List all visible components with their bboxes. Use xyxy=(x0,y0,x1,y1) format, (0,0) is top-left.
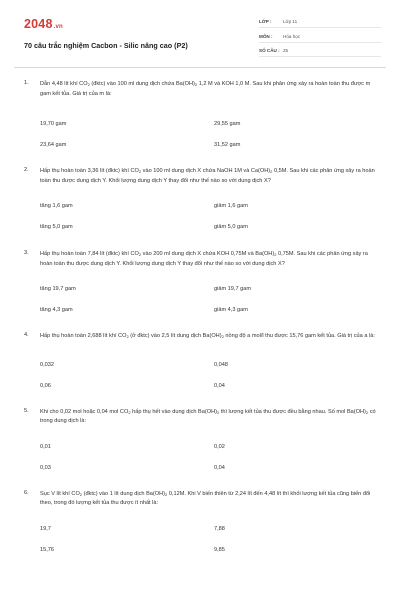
meta-label-subject: MÔN : xyxy=(259,33,273,39)
answer-options xyxy=(40,113,379,155)
logo-suffix: .vn xyxy=(53,24,63,30)
answer-option[interactable]: 0,048 xyxy=(214,362,228,368)
answer-option[interactable]: giảm 5,0 gam xyxy=(214,223,248,230)
question-1 xyxy=(24,80,379,155)
answer-option[interactable]: 19,70 gam xyxy=(40,120,67,127)
question-text: Dẫn 4,48 lít khí $CO_2$ (đktc) vào 100 ml dung dịch chứa $Ba(OH)_2$ 1,2 M và KOH 1,0 M. Sau khi phản ứng xảy ra hoàn toàn thu được m gam kết tủa. Giá trị của m là: xyxy=(40,81,371,97)
question-3 xyxy=(24,250,379,320)
question-5 xyxy=(24,408,379,479)
meta-row-class xyxy=(259,16,381,28)
question-text: Hấp thụ hoàn toàn 3,36 lít (đktc) khí $CO_2$ vào 100 ml dung dịch X chứa NaOH 1M và $Ca(OH)_2$ 0,5M. Sau khi các phản ứng xảy ra hoàn toàn thu được dung dịch Y. Khối lượng dung dịch Y thay đổi như thế nào so với dung dịch X? xyxy=(40,168,375,184)
question-text: Khi cho 0,02 mol hoặc 0,04 mol $CO_2$ hấp thụ hết vào dung dịch $Ba(OH)_2$ thì lượng kết tủa thu được đều bằng nhau. Số mol $Ba(OH)_2$ có trong dung dịch là: xyxy=(40,408,376,424)
answer-options xyxy=(40,278,379,320)
answer-option[interactable]: 0,01 xyxy=(40,444,51,450)
question-number: 5. xyxy=(24,407,29,414)
answer-option[interactable]: 0,02 xyxy=(214,444,225,450)
question-number: 4. xyxy=(24,332,29,338)
answer-options xyxy=(40,519,379,561)
answer-option[interactable]: 0,04 xyxy=(214,383,225,389)
question-text: Hấp thụ hoàn toàn 7,84 lít (đktc) khí $CO_2$ vào 200 ml dung dịch X chứa KOH 0,75M và $Ba(OH)_2$ 0,75M. Sau khi các phản ứng xảy ra hoàn toàn thu được dung dịch Y. Khối lượng dung dịch Y thay đổi như thế nào so với dung dịch X? xyxy=(40,251,368,267)
meta-row-subject xyxy=(259,31,381,43)
answer-option[interactable]: 0,03 xyxy=(40,465,51,471)
question-4 xyxy=(24,332,379,397)
question-6 xyxy=(24,490,379,561)
meta-value-subject: Hóa học xyxy=(283,33,301,39)
logo-text: 2048 xyxy=(24,17,53,31)
answer-option[interactable]: 0,06 xyxy=(40,383,51,389)
answer-option[interactable]: giảm 4,3 gam xyxy=(214,306,248,313)
answer-option[interactable]: 9,85 xyxy=(214,547,225,553)
answer-options xyxy=(40,195,379,237)
answer-option[interactable]: tăng 5,0 gam xyxy=(40,223,73,230)
document-page xyxy=(14,8,386,600)
answer-option[interactable]: 31,52 gam xyxy=(214,141,241,148)
question-text: Sục V lít khí $CO_2$ (đktc) vào 1 lít dung dịch $Ba(OH)_2$ 0,12M. Khi V biến thiên từ 2,24 lít đến 4,48 lít thì khối lượng kết tủa cũng biến đổi theo, trong đó lượng kết tủa thu được ít nhất là: xyxy=(40,490,371,506)
meta-value-class: Lớp 11 xyxy=(283,19,298,24)
answer-option[interactable]: giảm 19,7 gam xyxy=(214,285,252,292)
answer-option[interactable]: 19,7 xyxy=(40,526,51,532)
meta-row-count xyxy=(259,45,381,57)
question-number: 1. xyxy=(24,80,29,86)
meta-label-class: LỚP : xyxy=(259,19,272,24)
answer-option[interactable]: tăng 19,7 gam xyxy=(40,285,76,292)
answer-option[interactable]: 0,032 xyxy=(40,362,54,368)
meta-label-count: SỐ CÂU : xyxy=(259,48,280,53)
question-2 xyxy=(24,167,379,237)
meta-value-count: 25 xyxy=(283,48,289,53)
answer-option[interactable]: giảm 1,6 gam xyxy=(214,202,248,209)
answer-option[interactable]: 23,64 gam xyxy=(40,141,67,148)
question-list xyxy=(24,80,379,561)
question-text: Hấp thụ hoàn toàn 2,688 lít khí $CO_2$ (ở đktc) vào 2,5 lít dung dịch $Ba(OH)_2$ nồng độ a mol/l thu được 15,76 gam kết tủa. Giá trị của a là: xyxy=(40,333,375,339)
answer-option[interactable]: 15,76 xyxy=(40,547,54,553)
question-number: 6. xyxy=(24,489,29,496)
document-header xyxy=(14,8,386,68)
answer-option[interactable]: tăng 4,3 gam xyxy=(40,306,73,313)
answer-options xyxy=(40,437,379,479)
document-meta xyxy=(259,16,381,60)
site-logo[interactable] xyxy=(24,17,63,31)
document-title: 70 câu trắc nghiệm Cacbon - Silic nâng cao (P2) xyxy=(24,41,188,50)
answer-option[interactable]: 0,04 xyxy=(214,465,225,471)
question-number: 2. xyxy=(24,167,29,173)
answer-option[interactable]: 29,55 gam xyxy=(214,120,241,127)
answer-option[interactable]: tăng 1,6 gam xyxy=(40,202,73,209)
question-number: 3. xyxy=(24,250,29,256)
answer-options xyxy=(40,355,379,397)
answer-option[interactable]: 7,88 xyxy=(214,526,225,532)
